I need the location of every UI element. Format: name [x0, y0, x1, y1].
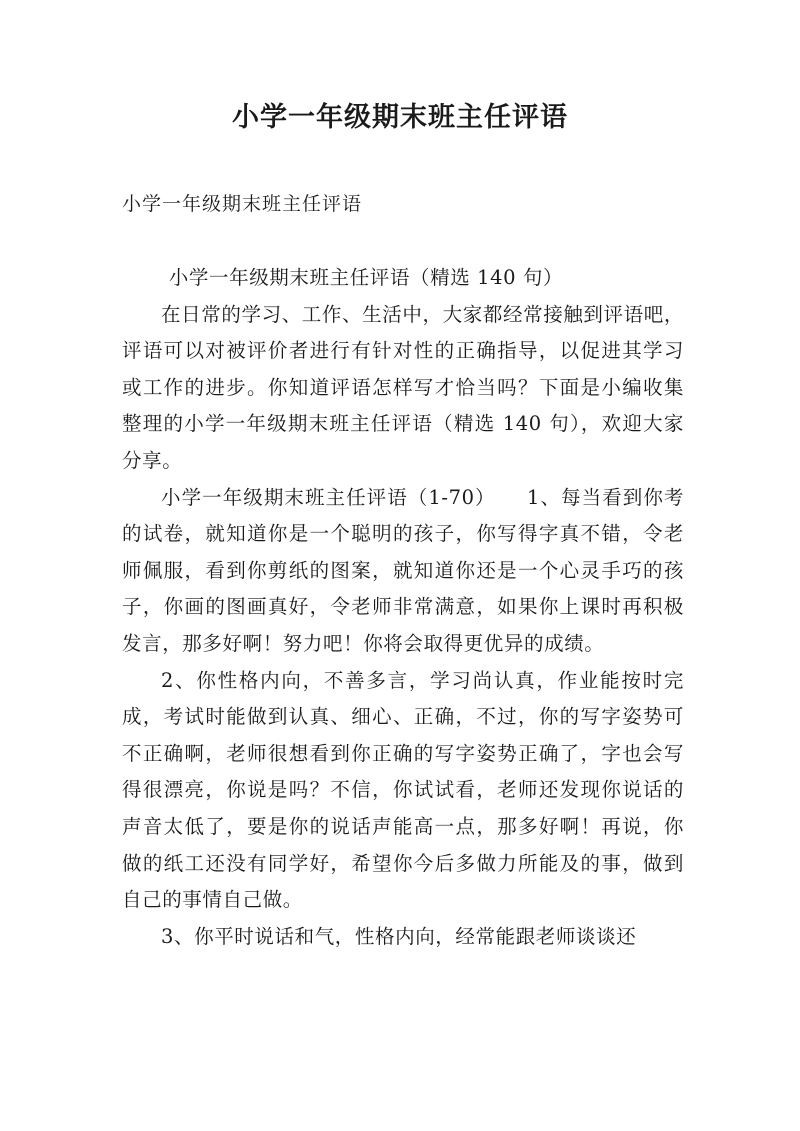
- document-title: 小学一年级期末班主任评语: [232, 102, 568, 133]
- document-body: [122, 260, 684, 955]
- document-subtitle: 小学一年级期末班主任评语: [122, 193, 363, 215]
- paragraph-comment-2: 2、你性格内向，不善多言，学习尚认真，作业能按时完成，考试时能做到认真、细心、正确，不过，你的写字姿势可不正确啊，老师很想看到你正确的写字姿势正确了，字也会写得很漂亮，你说是吗？不信，你试试看，老师还发现你说话的声音太低了，要是你的说话声能高一点，那多好啊！再说，你做的纸工还没有同学好，希望你今后多做力所能及的事，做到自己的事情自己做。: [122, 668, 684, 912]
- paragraph-intro: 在日常的学习、工作、生活中，大家都经常接触到评语吧，评语可以对被评价者进行有针对性的正确指导，以促进其学习或工作的进步。你知道评语怎样写才恰当吗？下面是小编收集整理的小学一年级期末班主任评语（精选 140 句），欢迎大家分享。: [122, 302, 684, 472]
- paragraph-heading: 小学一年级期末班主任评语（精选 140 句）: [168, 266, 564, 289]
- paragraph-comment-1: 小学一年级期末班主任评语（1-70） 1、每当看到你考的试卷，就知道你是一个聪明的孩子，你写得字真不错，令老师佩服，看到你剪纸的图案，就知道你还是一个心灵手巧的孩子，你画的图画真好，令老师非常满意，如果你上课时再积极发言，那多好啊！努力吧！你将会取得更优异的成绩。: [122, 485, 684, 655]
- paragraph-comment-3: 3、你平时说话和气，性格内向，经常能跟老师谈谈还: [161, 924, 637, 948]
